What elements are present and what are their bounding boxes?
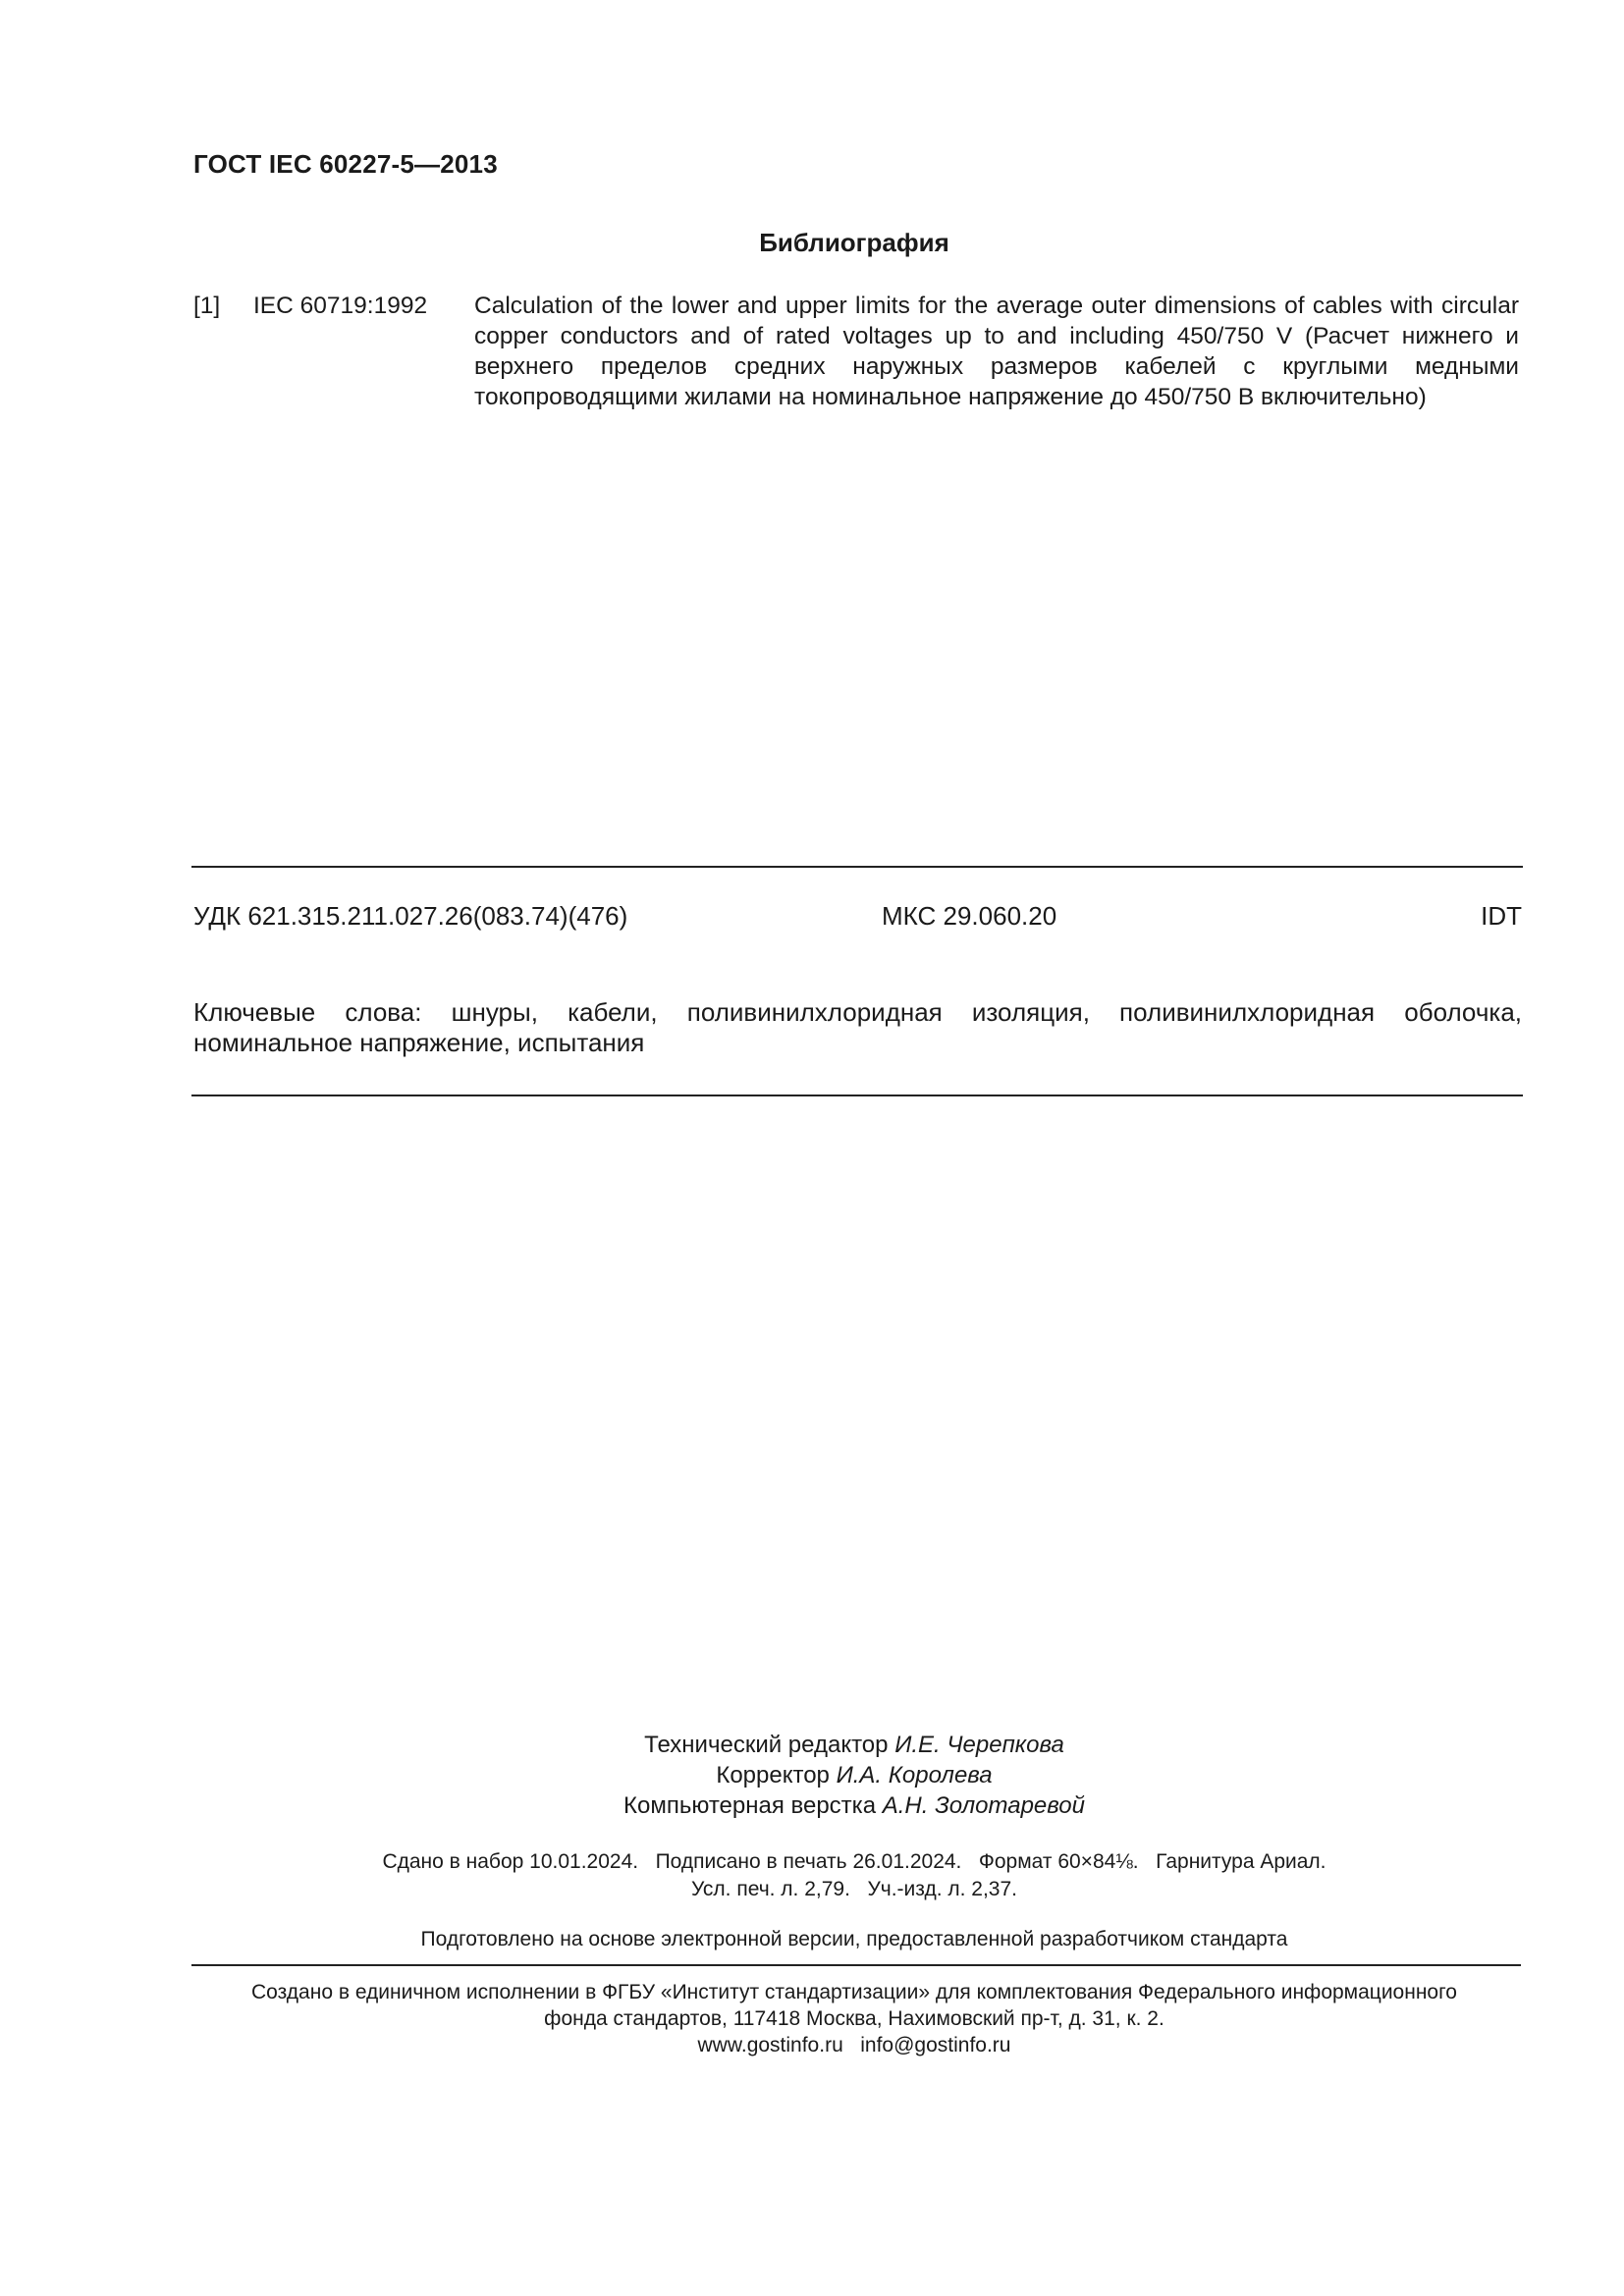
publisher-contacts: www.gostinfo.ru info@gostinfo.ru bbox=[697, 2034, 1011, 2056]
keywords: Ключевые слова: шнуры, кабели, поливинилхлоридная изоляция, поливинилхлоридная оболочка, номинальное напряжение, испытания bbox=[193, 997, 1522, 1057]
classification-row bbox=[193, 901, 1522, 934]
bibliography-title: Библиография bbox=[759, 228, 949, 257]
corrector-line bbox=[0, 1760, 1624, 1790]
print-info-line: Усл. печ. л. 2,79. Уч.-изд. л. 2,37. bbox=[690, 1878, 1017, 1900]
corrector-name: И.А. Королева bbox=[836, 1762, 993, 1789]
tech-editor-line bbox=[0, 1730, 1624, 1760]
publisher-line: фонда стандартов, 117418 Москва, Нахимовский пр-т, д. 31, к. 2. bbox=[544, 2007, 1164, 2030]
publisher-info bbox=[0, 1979, 1624, 2058]
credits bbox=[0, 1730, 1624, 1821]
entry-description: Calculation of the lower and upper limits for the average outer dimensions of cables with circular copper conductors and of rated voltages up to and including 450/750 V (Расчет нижнего и верхнего пределов средних наружных размеров кабелей с круглыми медными токопроводящими жилами на номинальное напряжение до 450/750 В включительно) bbox=[474, 293, 1519, 410]
divider bbox=[191, 1964, 1521, 1966]
tech-editor-name: И.Е. Черепкова bbox=[894, 1732, 1064, 1758]
udk-code: УДК 621.315.211.027.26(083.74)(476) bbox=[193, 901, 628, 931]
layout-name: А.Н. Золотаревой bbox=[882, 1792, 1085, 1819]
layout-label: Компьютерная верстка bbox=[623, 1792, 877, 1819]
entry-number: [1] bbox=[193, 293, 221, 319]
print-info-line: Сдано в набор 10.01.2024. Подписано в печать 26.01.2024. Формат 60×84⅛. Гарнитура Ариал. bbox=[382, 1850, 1326, 1873]
prepared-note: Подготовлено на основе электронной версии, предоставленной разработчиком стандарта bbox=[420, 1928, 1288, 1950]
mks-code: МКС 29.060.20 bbox=[882, 901, 1057, 931]
layout-line bbox=[0, 1790, 1624, 1821]
entry-standard: IEC 60719:1992 bbox=[253, 293, 428, 319]
print-info bbox=[0, 1848, 1624, 1903]
divider bbox=[191, 866, 1523, 868]
tech-editor-label: Технический редактор bbox=[644, 1732, 889, 1758]
publisher-line: Создано в единичном исполнении в ФГБУ «Институт стандартизации» для комплектования Федерального информационного bbox=[251, 1981, 1457, 2003]
idt-label: IDT bbox=[1481, 901, 1522, 931]
standard-code: ГОСТ IEC 60227-5—2013 bbox=[193, 149, 498, 179]
corrector-label: Корректор bbox=[716, 1762, 830, 1789]
divider bbox=[191, 1095, 1523, 1096]
